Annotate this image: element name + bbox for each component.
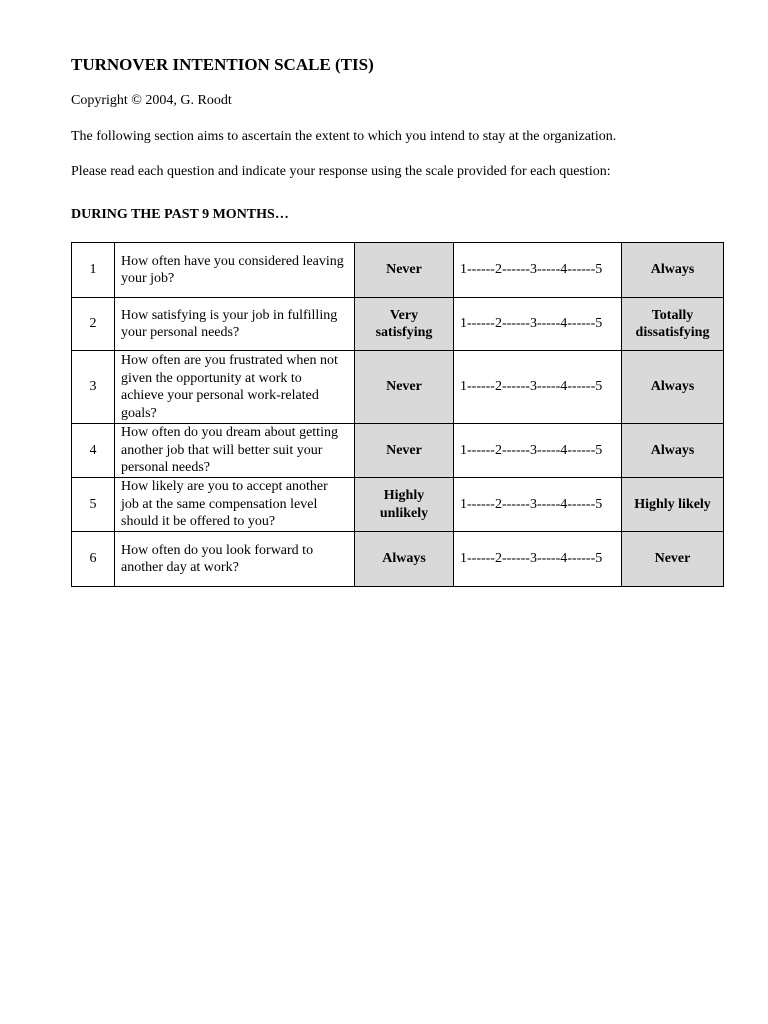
document-title: TURNOVER INTENTION SCALE (TIS) bbox=[71, 55, 374, 74]
scale-high-anchor: Totally dissatisfying bbox=[622, 298, 724, 351]
question-number: 5 bbox=[72, 478, 115, 532]
question-text: How often are you frustrated when not given the opportunity at work to achieve your personal work-related goals? bbox=[115, 351, 355, 424]
scale-low-anchor: Always bbox=[355, 532, 454, 587]
question-number: 2 bbox=[72, 298, 115, 351]
question-row-1 bbox=[72, 243, 724, 298]
question-text: How likely are you to accept another job at the same compensation level should it be offered to you? bbox=[115, 478, 355, 532]
scale-low-anchor: Highly unlikely bbox=[355, 478, 454, 532]
scale-high-anchor: Highly likely bbox=[622, 478, 724, 532]
response-scale: 1------2------3-----4------5 bbox=[454, 351, 622, 424]
scale-high-anchor: Always bbox=[622, 351, 724, 424]
instruction-paragraph: Please read each question and indicate your response using the scale provided for each question: bbox=[71, 164, 611, 179]
question-text: How satisfying is your job in fulfilling your personal needs? bbox=[115, 298, 355, 351]
questionnaire-table bbox=[71, 242, 724, 587]
question-number: 6 bbox=[72, 532, 115, 587]
scale-high-anchor: Never bbox=[622, 532, 724, 587]
section-heading: DURING THE PAST 9 MONTHS… bbox=[71, 207, 289, 222]
scale-low-anchor: Never bbox=[355, 424, 454, 478]
scale-low-anchor: Never bbox=[355, 351, 454, 424]
response-scale: 1------2------3-----4------5 bbox=[454, 243, 622, 298]
response-scale: 1------2------3-----4------5 bbox=[454, 424, 622, 478]
question-number: 4 bbox=[72, 424, 115, 478]
question-row-3 bbox=[72, 351, 724, 424]
response-scale: 1------2------3-----4------5 bbox=[454, 532, 622, 587]
question-row-2 bbox=[72, 298, 724, 351]
question-text: How often do you look forward to another day at work? bbox=[115, 532, 355, 587]
scale-low-anchor: Never bbox=[355, 243, 454, 298]
copyright-notice: Copyright © 2004, G. Roodt bbox=[71, 93, 232, 108]
question-row-6 bbox=[72, 532, 724, 587]
question-row-4 bbox=[72, 424, 724, 478]
scale-high-anchor: Always bbox=[622, 243, 724, 298]
question-text: How often have you considered leaving your job? bbox=[115, 243, 355, 298]
response-scale: 1------2------3-----4------5 bbox=[454, 298, 622, 351]
response-scale: 1------2------3-----4------5 bbox=[454, 478, 622, 532]
intro-paragraph: The following section aims to ascertain the extent to which you intend to stay at the organization. bbox=[71, 129, 617, 144]
question-number: 1 bbox=[72, 243, 115, 298]
scale-low-anchor: Very satisfying bbox=[355, 298, 454, 351]
question-number: 3 bbox=[72, 351, 115, 424]
question-row-5 bbox=[72, 478, 724, 532]
scale-high-anchor: Always bbox=[622, 424, 724, 478]
question-text: How often do you dream about getting another job that will better suit your personal needs? bbox=[115, 424, 355, 478]
